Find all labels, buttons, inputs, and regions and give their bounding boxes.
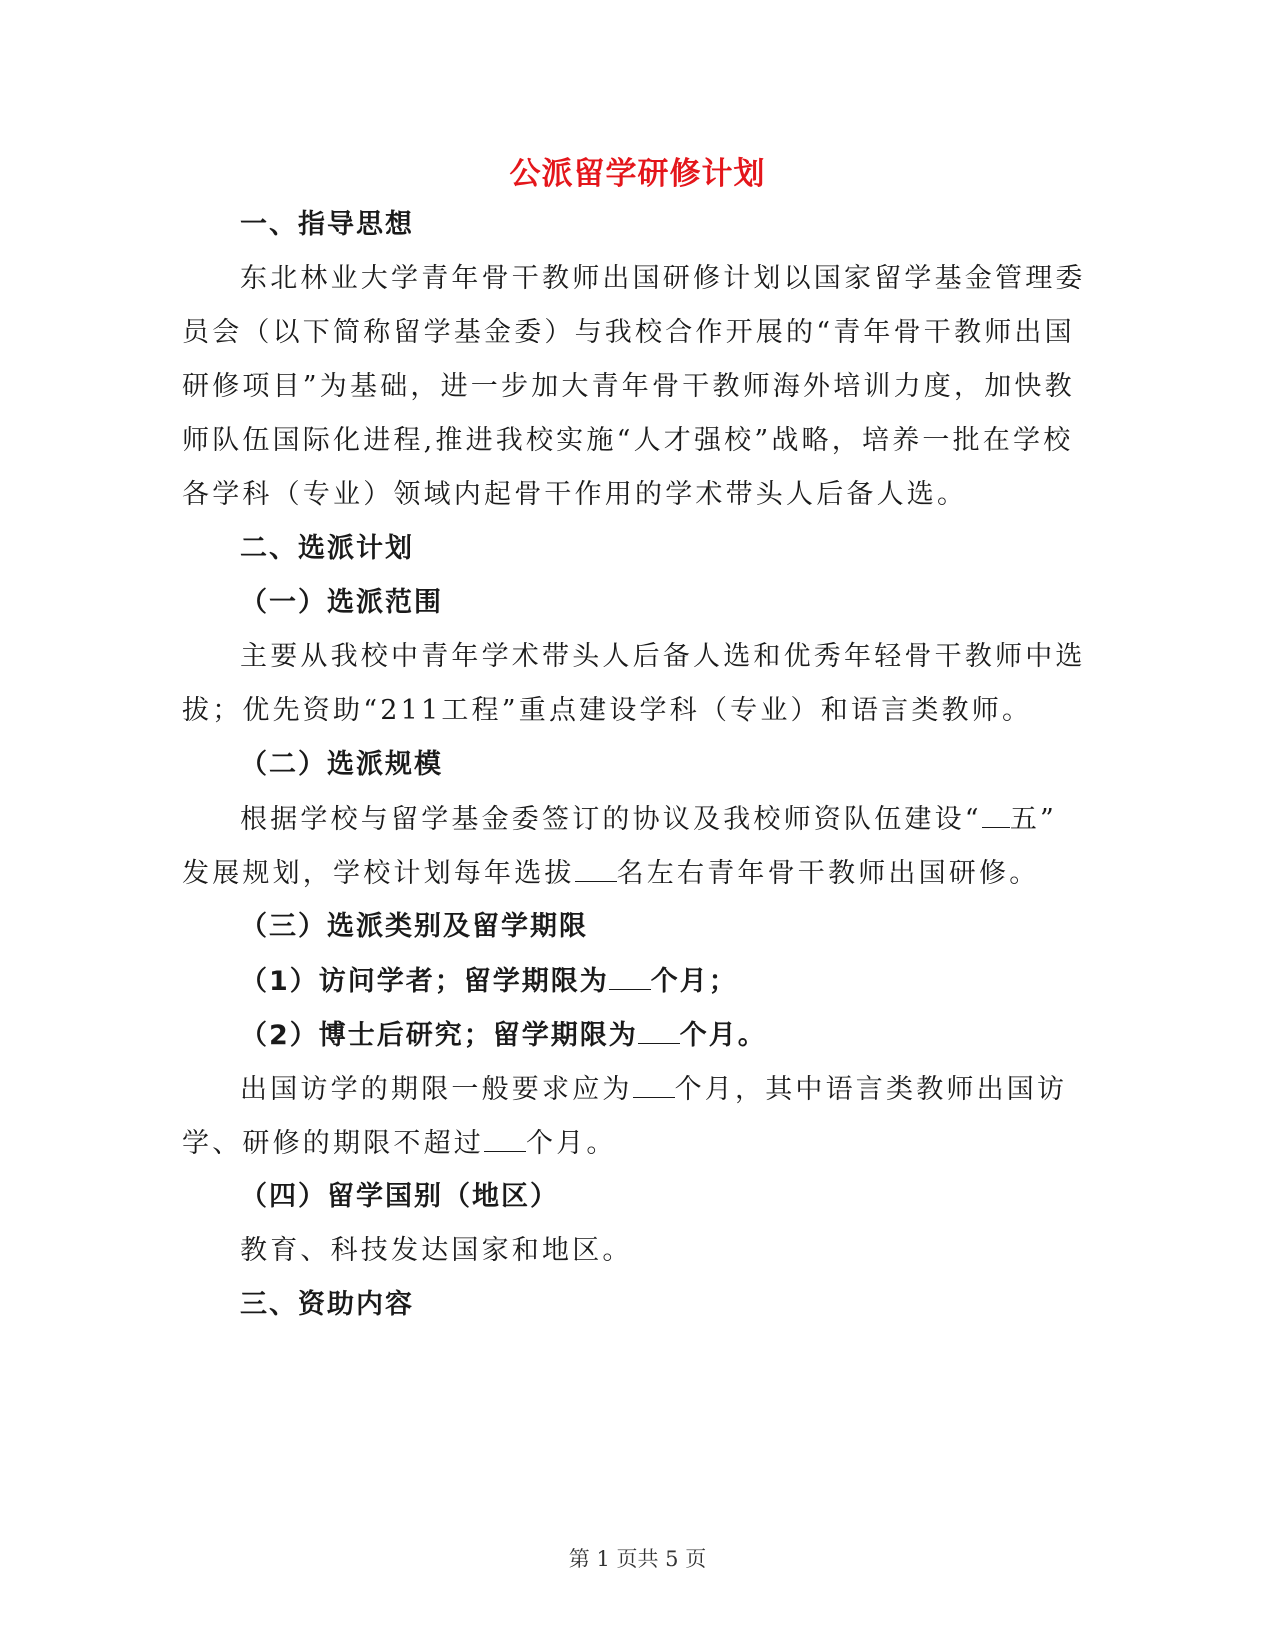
section-heading-1: 一、指导思想	[240, 209, 414, 240]
paragraph-line: 各学科（专业）领域内起骨干作用的学术带头人后备人选。	[182, 479, 968, 510]
page-footer: 第 1 页共 5 页	[568, 1547, 707, 1571]
paragraph-line: 研修项目”为基础，进一步加大青年骨干教师海外培训力度，加快教	[182, 371, 1075, 402]
text-segment: （2）博士后研究；留学期限为	[240, 1020, 638, 1051]
fill-in-blank	[638, 1021, 680, 1044]
paragraph-line: 员会（以下简称留学基金委）与我校合作开展的“青年骨干教师出国	[182, 317, 1075, 348]
section-heading-3: 三、资助内容	[240, 1289, 414, 1320]
document-title: 公派留学研修计划	[509, 156, 766, 192]
paragraph-line	[240, 1075, 1067, 1103]
text-segment: 个月；	[650, 966, 738, 997]
text-segment: 根据学校与留学基金委签订的协议及我校师资队伍建设“	[240, 804, 982, 835]
fill-in-blank	[633, 1075, 675, 1098]
paragraph-line: 教育、科技发达国家和地区。	[240, 1235, 633, 1266]
text-segment: （1）访问学者；留学期限为	[240, 966, 609, 997]
subsection-heading: （三）选派类别及留学期限	[240, 911, 588, 942]
paragraph-line	[182, 1129, 617, 1157]
paragraph-line: 东北林业大学青年骨干教师出国研修计划以国家留学基金管理委	[240, 263, 1086, 294]
text-segment: 学、研修的期限不超过	[182, 1128, 484, 1159]
subsection-heading: （四）留学国别（地区）	[240, 1181, 559, 1212]
paragraph-line	[182, 859, 1039, 887]
fill-in-blank	[575, 859, 617, 882]
list-item	[240, 967, 738, 995]
paragraph-line: 师队伍国际化进程,推进我校实施“人才强校”战略，培养一批在学校	[182, 425, 1074, 456]
list-item	[240, 1021, 767, 1049]
fill-in-blank	[484, 1129, 526, 1152]
text-segment: 五”	[1009, 804, 1058, 835]
text-segment: 个月。	[679, 1020, 767, 1051]
text-segment: 出国访学的期限一般要求应为	[240, 1074, 633, 1105]
subsection-heading: （一）选派范围	[240, 587, 443, 618]
paragraph-line: 主要从我校中青年学术带头人后备人选和优秀年轻骨干教师中选	[240, 641, 1086, 672]
section-heading-2: 二、选派计划	[240, 533, 414, 564]
paragraph-line	[240, 805, 1057, 833]
text-segment: 名左右青年骨干教师出国研修。	[616, 858, 1040, 889]
paragraph-line: 拔；优先资助“211工程”重点建设学科（专业）和语言类教师。	[182, 695, 1033, 726]
fill-in-blank	[982, 805, 1010, 828]
text-segment: 个月，其中语言类教师出国访	[674, 1074, 1068, 1105]
fill-in-blank	[609, 967, 651, 990]
text-segment: 发展规划，学校计划每年选拔	[182, 858, 575, 889]
subsection-heading: （二）选派规模	[240, 749, 443, 780]
text-segment: 个月。	[526, 1128, 617, 1159]
